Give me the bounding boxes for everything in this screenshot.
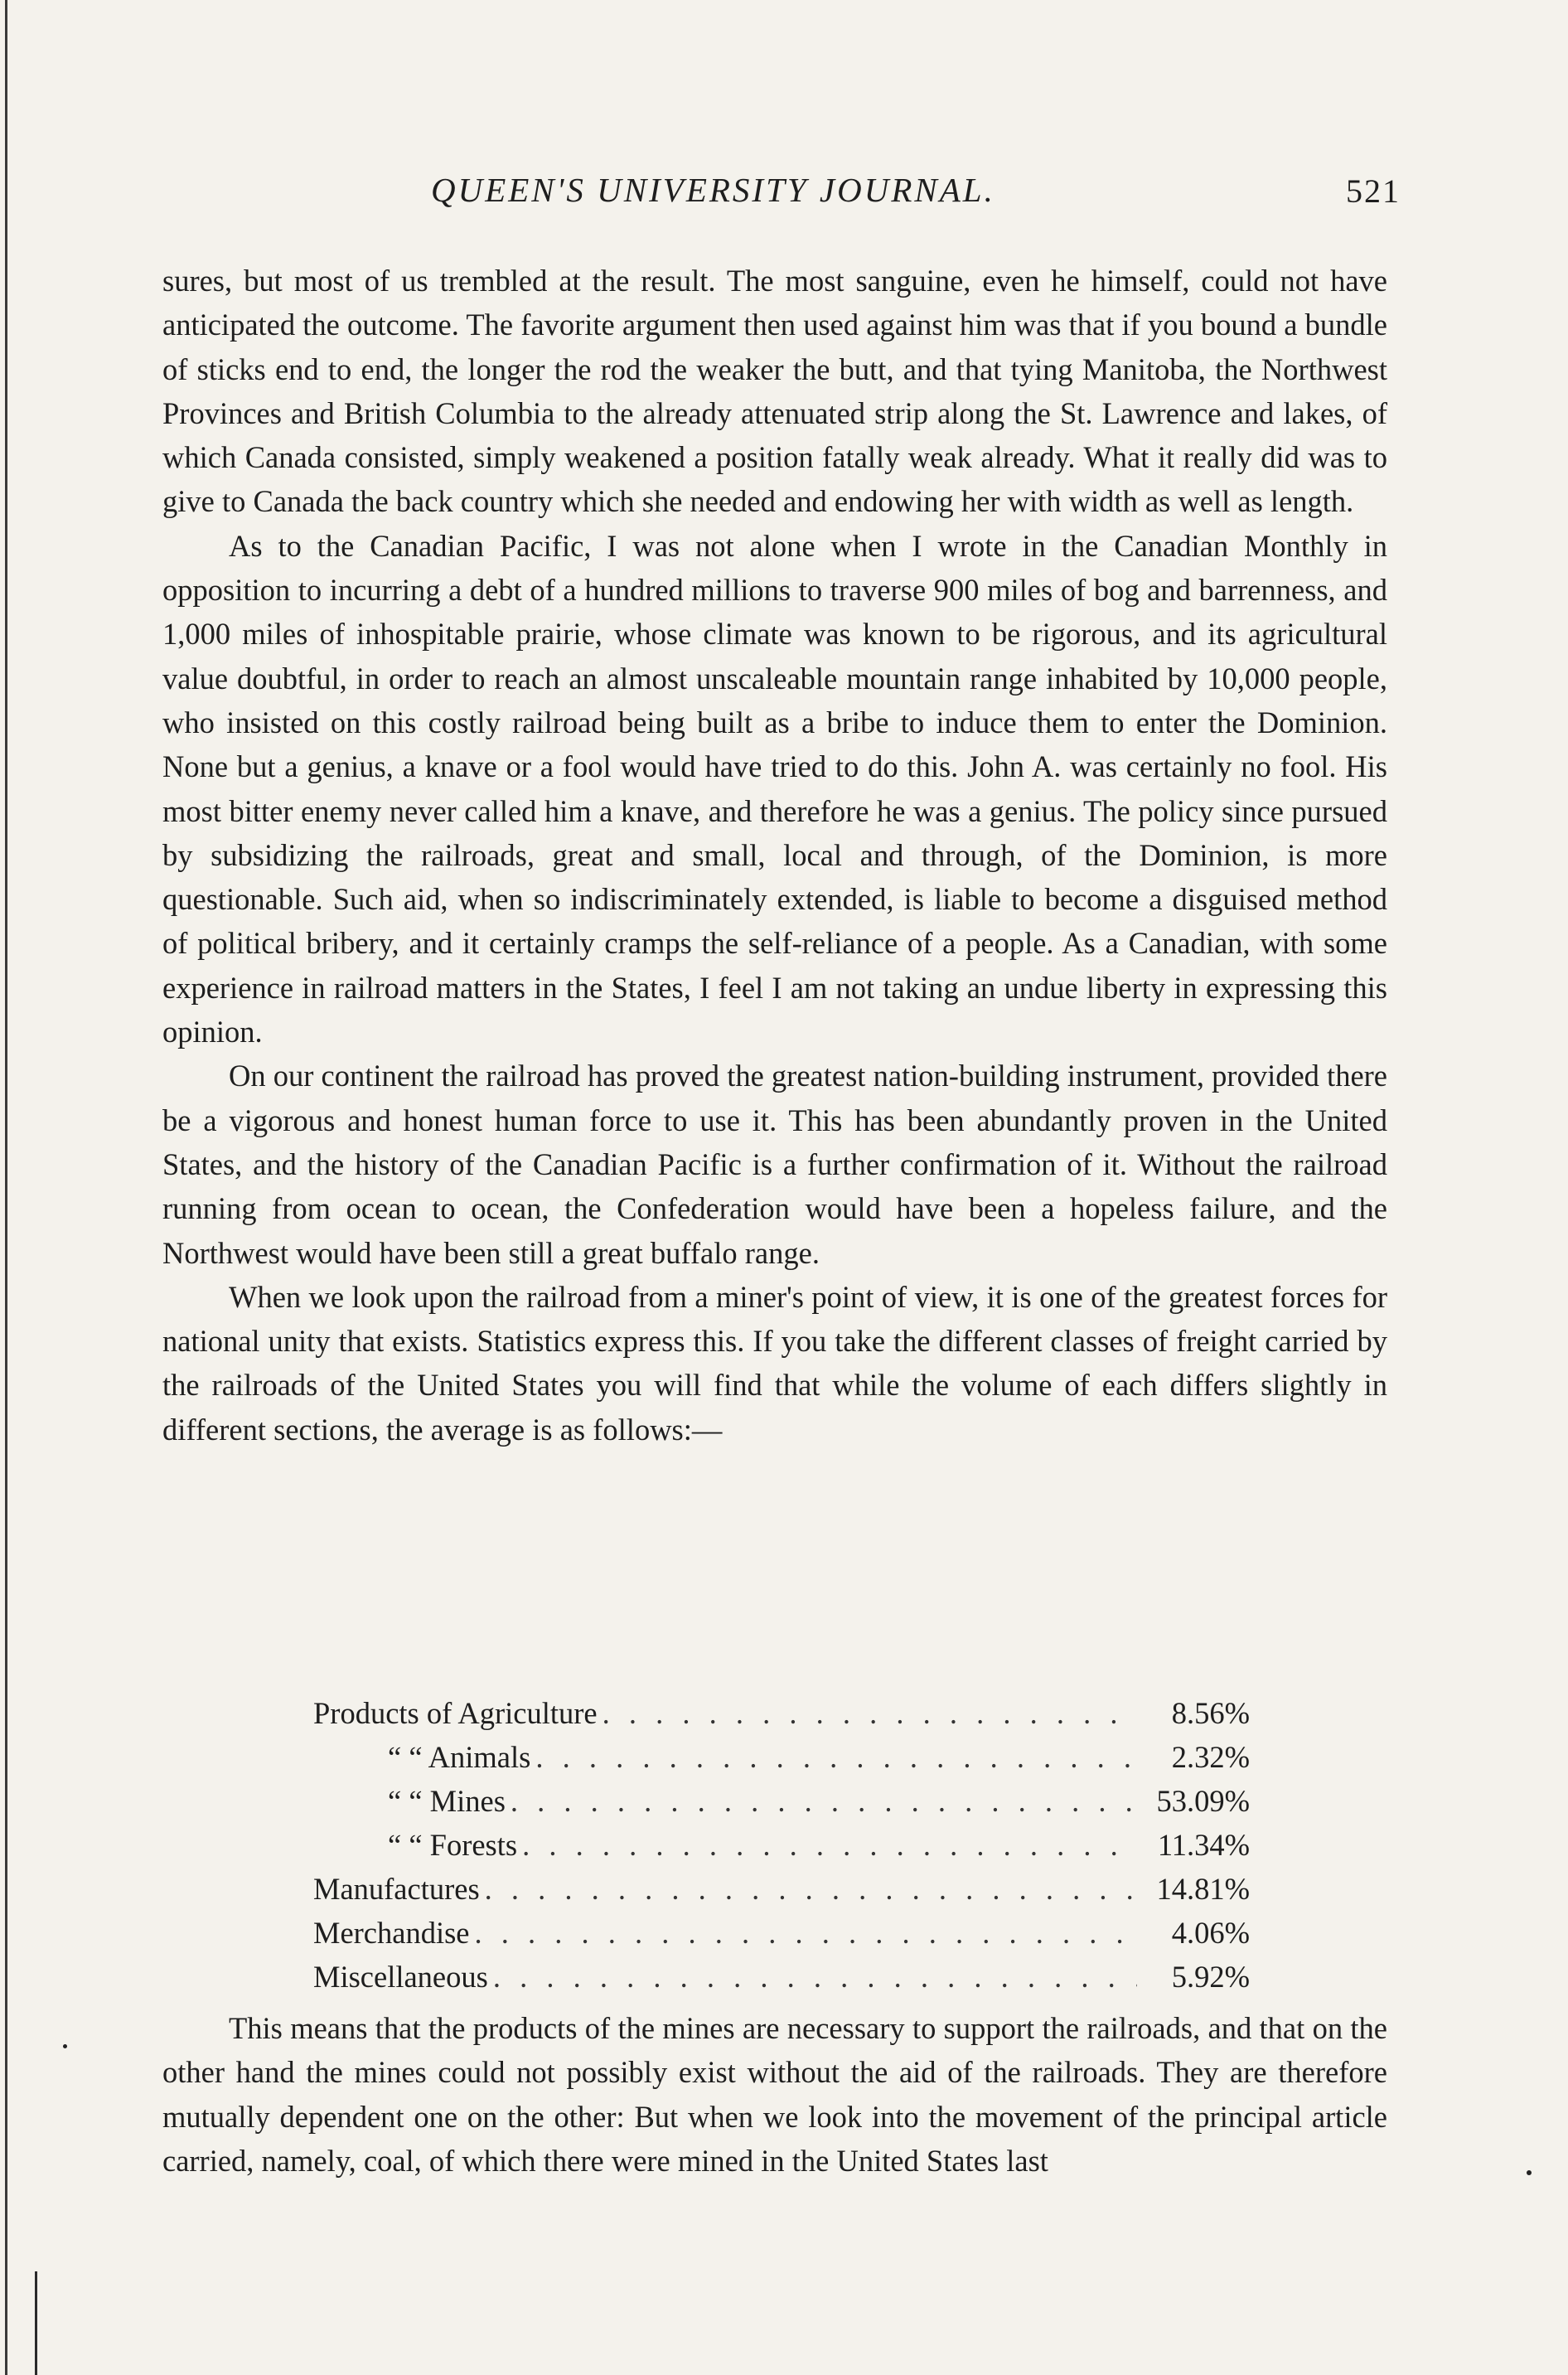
paragraph-continued: sures, but most of us trembled at the result. The most sanguine, even he himself, could not have anticipated the outcome. The favorite argument then used against him was that if you bound a bundle of sticks end to end, the longer the rod the weaker the butt, and that tying Manitoba, the Northwest Provinces and British Columbia to the already attenuated strip along the St. Lawrence and lakes, of which Canada consisted, simply weakened a position fatally weak already. What it really did was to give to Canada the back country which she needed and endowing her with width as well as length. [162,264,1387,519]
freight-statistics-table [313,1691,1250,1999]
stat-value: 4.06% [1171,1916,1250,1950]
stat-row [313,1691,1250,1735]
leader-dots [475,1911,1137,1955]
leader-dots [522,1823,1137,1867]
paragraph-mines-railroads: This means that the products of the mines are necessary to support the railroads, and that on the other hand the mines could not possibly exist without the aid of the railroads. They are therefore mutually dependent one on the other: But when we look into the movement of the principal article carried, namely, coal, of which there were mined in the United States last [162,2011,1387,2178]
stat-label: “ “ Forests [388,1828,518,1862]
stat-label: Merchandise [313,1916,470,1950]
stat-value: 11.34% [1157,1828,1250,1862]
page-number: 521 [1346,172,1401,210]
stat-label: “ “ Animals [388,1740,531,1774]
stat-label: Miscellaneous [313,1960,488,1994]
paragraph-railroad-nation-building: On our continent the railroad has proved the greatest nation-building instrument, provided there be a vigorous and honest human force to use it. This has been abundantly proven in the United States, and the history of the Canadian Pacific is a further confirmation of it. Without the railroad running from ocean to ocean, the Confederation would have been a hopeless failure, and the Northwest would have been still a great buffalo range. [162,1059,1387,1270]
stat-label: “ “ Mines [388,1784,506,1818]
stat-value: 5.92% [1171,1960,1250,1994]
stat-row [313,1955,1250,1999]
stat-row [313,1823,1250,1867]
leader-dots [535,1735,1137,1779]
running-header [166,170,1401,220]
leader-dots [603,1691,1137,1735]
paragraph-miners-view: When we look upon the railroad from a miner's point of view, it is one of the greatest forces for national unity that exists. Statistics express this. If you take the different classes of freight carried by the railroads of the United States you will find that while the volume of each differs slightly in different sections, the average is as follows:— [162,1279,1387,1447]
stat-value: 53.09% [1156,1784,1250,1818]
page-edge-left [5,0,7,2375]
leader-dots [493,1955,1137,1999]
stat-row [313,1867,1250,1911]
page-edge-mark [35,2271,37,2375]
stat-value: 8.56% [1171,1696,1250,1730]
stat-value: 2.32% [1171,1740,1250,1774]
stat-row [313,1911,1250,1955]
leader-dots [485,1867,1137,1911]
journal-title: QUEEN'S UNIVERSITY JOURNAL. [431,171,995,209]
leader-dots [511,1779,1137,1823]
body-text [162,259,1387,1452]
stat-label: Products of Agriculture [313,1696,598,1730]
stat-label: Manufactures [313,1872,480,1906]
stat-row [313,1779,1250,1823]
closing-text [162,2006,1387,2183]
paragraph-canadian-pacific: As to the Canadian Pacific, I was not alone when I wrote in the Canadian Monthly in opposition to incurring a debt of a hundred millions to traverse 900 miles of bog and barrenness, and 1,000 miles of inhospitable prairie, whose climate was known to be rigorous, and its agricultural value doubtful, in order to reach an almost unscaleable mountain range inhabited by 10,000 people, who insisted on this costly railroad being built as a bribe to induce them to enter the Dominion. None but a genius, a knave or a fool would have tried to do this. John A. was certainly no fool. His most bitter enemy never called him a knave, and therefore he was a genius. The policy since pursued by subsidizing the railroads, great and small, local and through, of the Dominion, is more questionable. Such aid, when so indiscriminately extended, is liable to become a disguised method of political bribery, and it certainly cramps the self-reliance of a people. As a Canadian, with some experience in railroad matters in the States, I feel I am not taking an undue liberty in expressing this opinion. [162,528,1387,1049]
stat-value: 14.81% [1156,1872,1250,1906]
ink-speck [1527,2170,1532,2175]
ink-speck [63,2044,67,2048]
stat-row [313,1735,1250,1779]
